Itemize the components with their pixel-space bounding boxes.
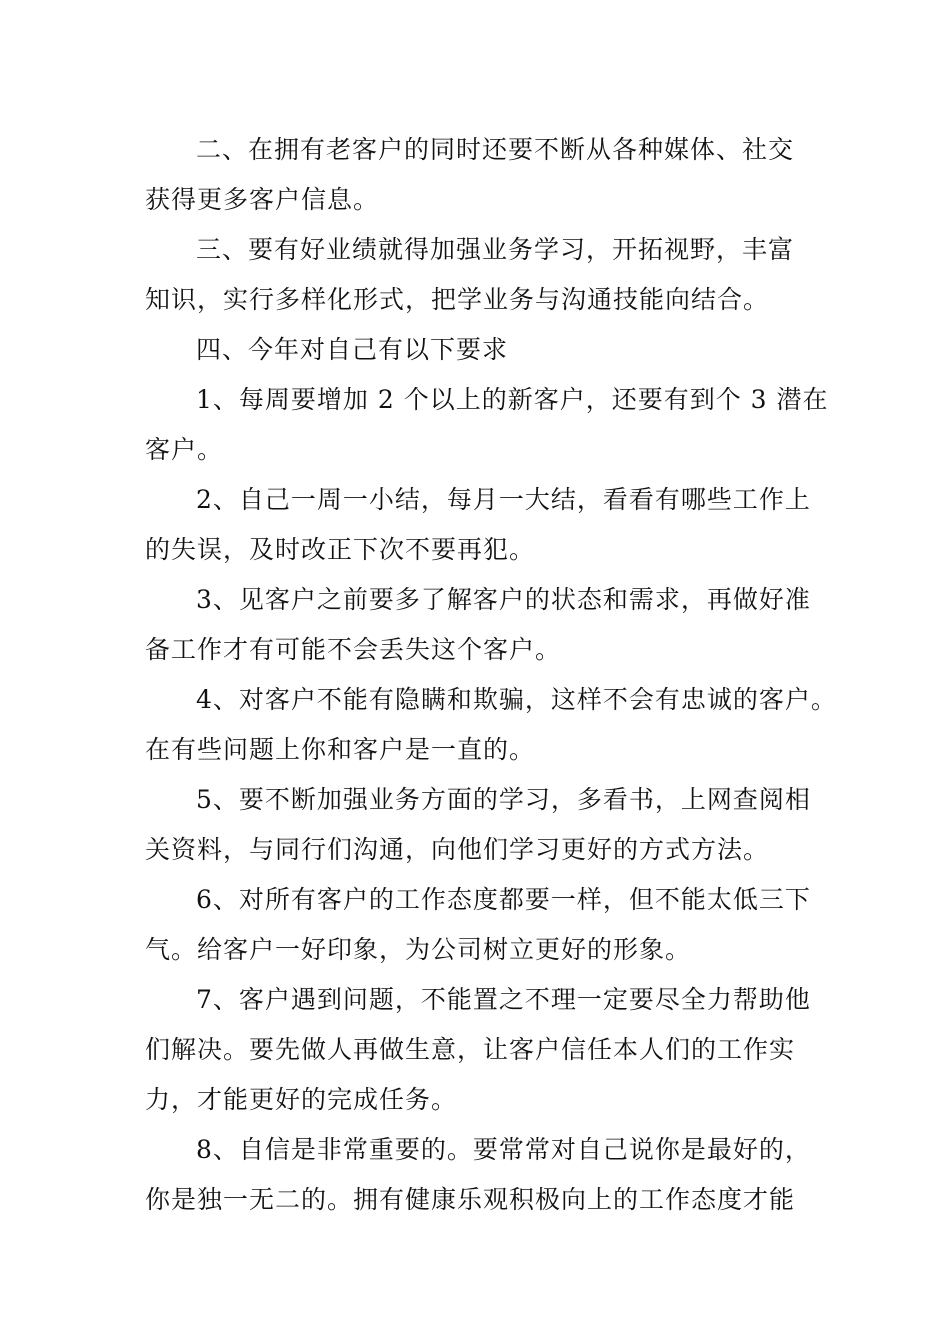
paragraph-line: 客户。 xyxy=(145,435,224,464)
paragraph-line: 四、今年对自己有以下要求 xyxy=(196,335,509,364)
paragraph-line: 力，才能更好的完成任务。 xyxy=(145,1085,458,1114)
paragraph-line: 3、见客户之前要多了解客户的状态和需求，再做好准 xyxy=(196,585,811,614)
paragraph-line: 5、要不断加强业务方面的学习，多看书，上网查阅相 xyxy=(196,785,811,814)
paragraph-line: 2、自己一周一小结，每月一大结，看看有哪些工作上 xyxy=(196,485,811,514)
paragraph-line: 获得更多客户信息。 xyxy=(145,185,380,214)
paragraph-line: 知识，实行多样化形式，把学业务与沟通技能向结合。 xyxy=(145,285,770,314)
paragraph-line: 二、在拥有老客户的同时还要不断从各种媒体、社交 xyxy=(196,135,795,164)
paragraph-line: 们解决。要先做人再做生意，让客户信任本人们的工作实 xyxy=(145,1035,796,1064)
paragraph-line: 关资料，与同行们沟通，向他们学习更好的方式方法。 xyxy=(145,835,770,864)
paragraph-line: 在有些问题上你和客户是一直的。 xyxy=(145,735,536,764)
paragraph-line: 6、对所有客户的工作态度都要一样，但不能太低三下 xyxy=(196,885,811,914)
paragraph-line: 三、要有好业绩就得加强业务学习，开拓视野，丰富 xyxy=(196,235,795,264)
paragraph-line: 备工作才有可能不会丢失这个客户。 xyxy=(145,635,562,664)
paragraph-line: 8、自信是非常重要的。要常常对自己说你是最好的， xyxy=(196,1135,811,1164)
paragraph-line: 4、对客户不能有隐瞒和欺骗，这样不会有忠诚的客户。 xyxy=(196,685,837,714)
paragraph-line: 1、每周要增加 2 个以上的新客户，还要有到个 3 潜在 xyxy=(196,385,829,414)
paragraph-line: 的失误，及时改正下次不要再犯。 xyxy=(145,535,536,564)
paragraph-line: 7、客户遇到问题，不能置之不理一定要尽全力帮助他 xyxy=(196,985,811,1014)
paragraph-line: 你是独一无二的。拥有健康乐观积极向上的工作态度才能 xyxy=(145,1185,796,1214)
paragraph-line: 气。给客户一好印象，为公司树立更好的形象。 xyxy=(145,935,692,964)
